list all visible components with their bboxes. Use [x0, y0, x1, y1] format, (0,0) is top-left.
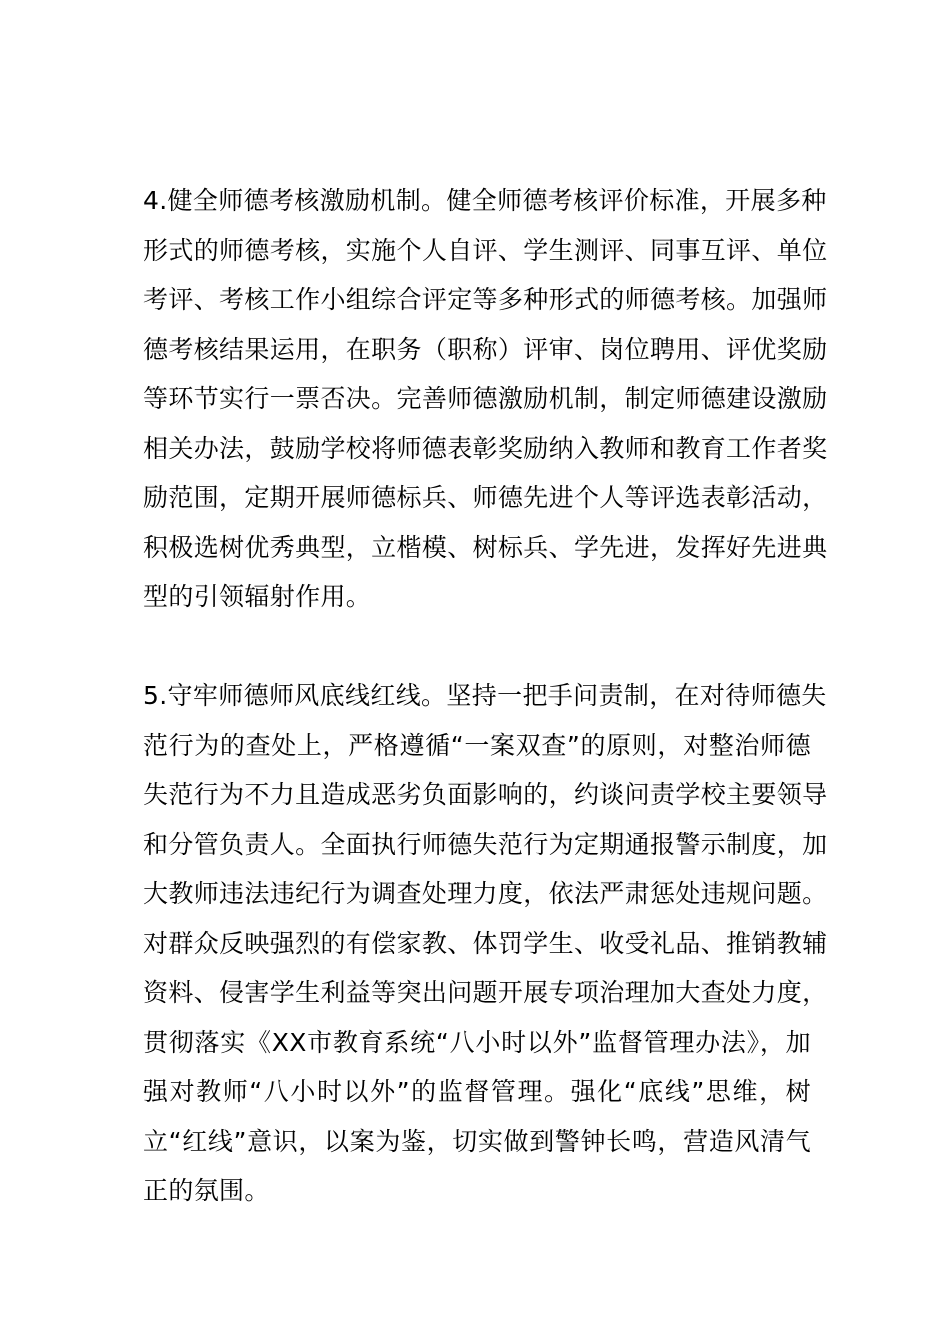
- text-line: 相关办法，鼓励学校将师德表彰奖励纳入教师和教育工作者奖: [143, 433, 828, 463]
- text-line: 等环节实行一票否决。完善师德激励机制，制定师德建设激励: [143, 384, 828, 413]
- text-line: 积极选树优秀典型，立楷模、树标兵、学先进，发挥好先进典: [143, 532, 828, 562]
- text-line: 和分管负责人。全面执行师德失范行为定期通报警示制度，加: [143, 829, 828, 859]
- text-line: 对群众反映强烈的有偿家教、体罚学生、收受礼品、推销教辅: [143, 928, 828, 958]
- text-line: 5.守牢师德师风底线红线。坚持一把手问责制，在对待师德失: [143, 681, 827, 710]
- text-line: 失范行为不力且造成恶劣负面影响的，约谈问责学校主要领导: [143, 780, 828, 809]
- text-line: 大教师违法违纪行为调查处理力度，依法严肃惩处违规问题。: [143, 879, 828, 908]
- paragraph-teacher-ethics-bottom-line: [143, 671, 828, 1216]
- text-line: 正的氛围。: [143, 1176, 270, 1205]
- text-line: 形式的师德考核，实施个人自评、学生测评、同事互评、单位: [143, 235, 828, 265]
- text-line: 范行为的查处上，严格遵循“一案双查”的原则，对整治师德: [143, 730, 811, 760]
- text-line: 德考核结果运用，在职务（职称）评审、岗位聘用、评优奖励: [143, 334, 828, 364]
- text-line: 强对教师“八小时以外”的监督管理。强化“底线”思维，树: [143, 1077, 811, 1106]
- text-line: 资料、侵害学生利益等突出问题开展专项治理加大查处力度，: [143, 978, 828, 1007]
- text-line: 考评、考核工作小组综合评定等多种形式的师德考核。加强师: [143, 285, 828, 314]
- text-line: 贯彻落实《XX市教育系统“八小时以外”监督管理办法》，加: [143, 1027, 811, 1057]
- text-line: 励范围，定期开展师德标兵、师德先进个人等评选表彰活动，: [143, 483, 828, 512]
- text-line: 4.健全师德考核激励机制。健全师德考核评价标准，开展多种: [143, 186, 827, 215]
- paragraph-teacher-ethics-assessment: [143, 176, 828, 622]
- text-line: 型的引领辐射作用。: [143, 582, 372, 611]
- text-line: 立“红线”意识，以案为鉴，切实做到警钟长鸣，营造风清气: [143, 1126, 811, 1156]
